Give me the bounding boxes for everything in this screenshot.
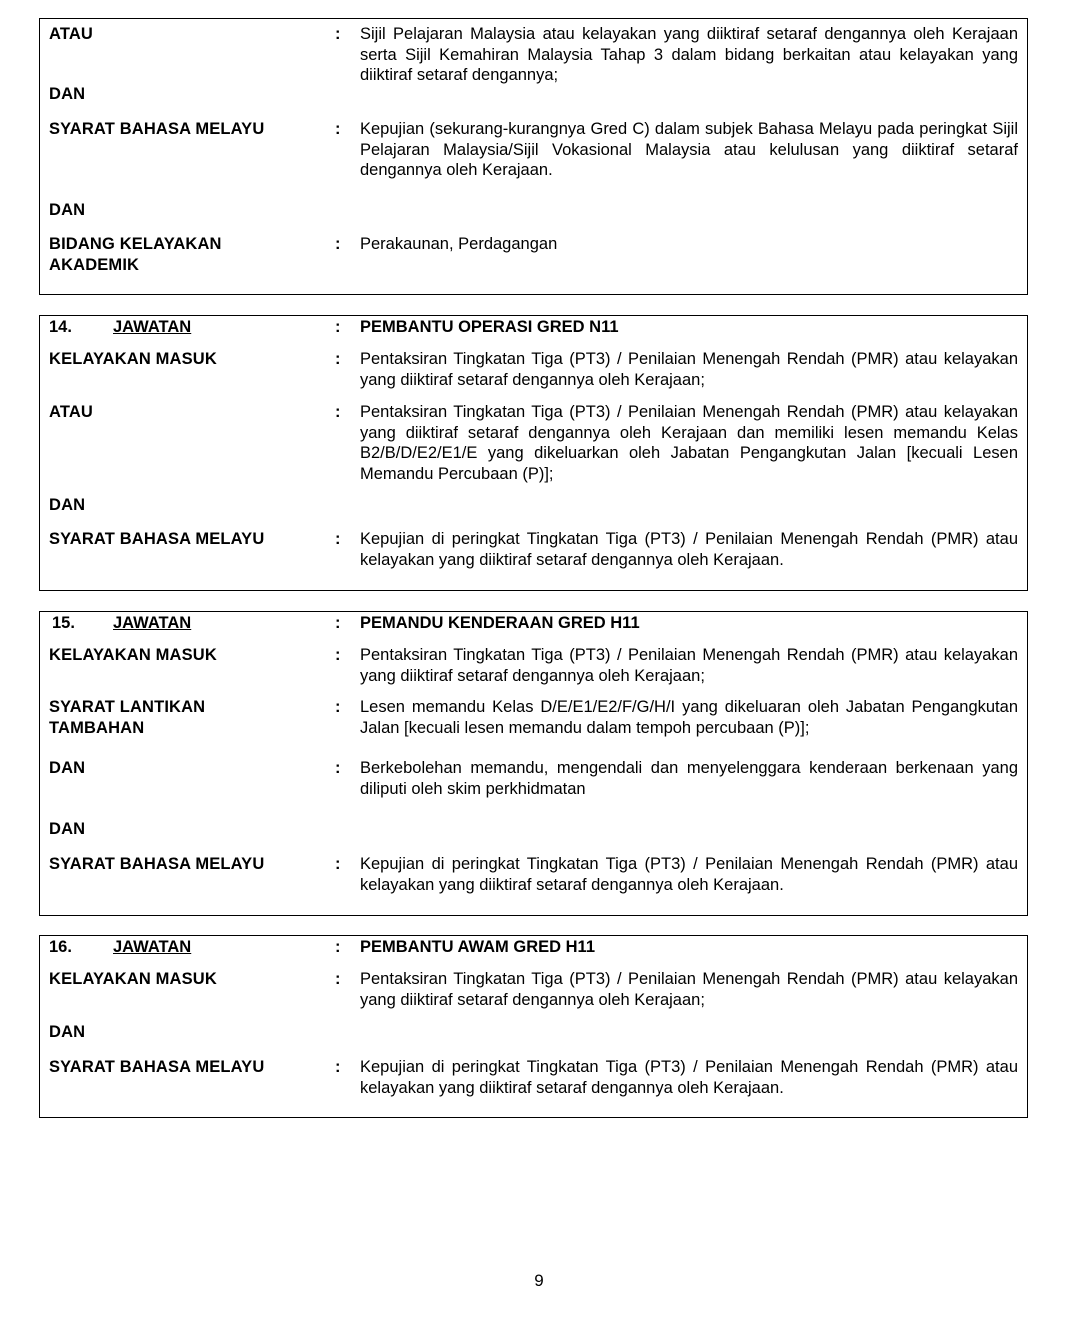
jawatan-label: JAWATAN — [113, 938, 192, 956]
position-title: PEMBANTU AWAM GRED H11 — [360, 938, 595, 956]
requirement-label: BIDANG KELAYAKAN AKADEMIK — [49, 235, 222, 274]
requirement-label: DAN — [49, 85, 86, 103]
requirement-value: Pentaksiran Tingkatan Tiga (PT3) / Penilaian Menengah Rendah (PMR) atau kelayakan yang diiktiraf setaraf dengannya oleh Kerajaan; — [360, 646, 1018, 685]
colon: : — [335, 403, 341, 421]
section-continuation-box — [39, 18, 1028, 295]
colon: : — [335, 318, 341, 336]
requirement-value: Kepujian di peringkat Tingkatan Tiga (PT3) / Penilaian Menengah Rendah (PMR) atau kelayakan yang diiktiraf setaraf dengannya oleh Kerajaan. — [360, 855, 1018, 894]
colon: : — [335, 970, 341, 988]
requirement-label: ATAU — [49, 25, 93, 43]
requirement-label: KELAYAKAN MASUK — [49, 646, 217, 664]
requirement-value: Lesen memandu Kelas D/E/E1/E2/F/G/H/I yang dikeluaran oleh Jabatan Pengangkutan Jalan [kecuali lesen memandu dalam tempoh percubaan (P)]; — [360, 698, 1018, 737]
requirement-label: DAN — [49, 759, 86, 777]
position-title: PEMBANTU OPERASI GRED N11 — [360, 318, 619, 336]
requirement-value: Pentaksiran Tingkatan Tiga (PT3) / Penilaian Menengah Rendah (PMR) atau kelayakan yang diiktiraf setaraf dengannya oleh Kerajaan; — [360, 970, 1018, 1009]
requirement-label: ATAU — [49, 403, 93, 421]
colon: : — [335, 1058, 341, 1076]
requirement-value: Kepujian di peringkat Tingkatan Tiga (PT3) / Penilaian Menengah Rendah (PMR) atau kelayakan yang diiktiraf setaraf dengannya oleh Kerajaan. — [360, 530, 1018, 569]
position-title: PEMANDU KENDERAAN GRED H11 — [360, 614, 640, 632]
colon: : — [335, 120, 341, 138]
colon: : — [335, 350, 341, 368]
section-number: 14. — [49, 318, 72, 336]
section-14-box — [39, 315, 1028, 591]
requirement-label: DAN — [49, 496, 86, 514]
colon: : — [335, 530, 341, 548]
section-number: 16. — [49, 938, 72, 956]
requirement-label: SYARAT BAHASA MELAYU — [49, 855, 265, 873]
colon: : — [335, 25, 341, 43]
requirement-label: SYARAT BAHASA MELAYU — [49, 1058, 265, 1076]
colon: : — [335, 646, 341, 664]
requirement-value: Pentaksiran Tingkatan Tiga (PT3) / Penilaian Menengah Rendah (PMR) atau kelayakan yang diiktiraf setaraf dengannya oleh Kerajaan dan memiliki lesen memandu Kelas B2/B/D/E2/E1/E yang dikeluarkan oleh Jabatan Pengangkutan Jalan [kecuali Lesen Memandu Percubaan (P)]; — [360, 403, 1018, 483]
requirement-label: DAN — [49, 1023, 86, 1041]
jawatan-label: JAWATAN — [113, 614, 192, 632]
colon: : — [335, 938, 341, 956]
colon: : — [335, 235, 341, 253]
colon: : — [335, 855, 341, 873]
requirement-label: SYARAT LANTIKAN TAMBAHAN — [49, 698, 206, 737]
section-16-box — [39, 935, 1028, 1118]
colon: : — [335, 698, 341, 716]
requirement-value: Sijil Pelajaran Malaysia atau kelayakan yang diiktiraf setaraf dengannya oleh Kerajaan serta Sijil Kemahiran Malaysia Tahap 3 dalam bidang berkaitan atau kelayakan yang diiktiraf setaraf dengannya; — [360, 25, 1018, 84]
colon: : — [335, 614, 341, 632]
requirement-label: DAN — [49, 820, 86, 838]
requirement-label: SYARAT BAHASA MELAYU — [49, 120, 265, 138]
colon: : — [335, 759, 341, 777]
jawatan-label: JAWATAN — [113, 318, 192, 336]
requirement-value: Kepujian (sekurang-kurangnya Gred C) dalam subjek Bahasa Melayu pada peringkat Sijil Pelajaran Malaysia/Sijil Vokasional Malaysia atau kelulusan yang diiktiraf setaraf dengannya oleh Kerajaan. — [360, 120, 1018, 179]
requirement-label: DAN — [49, 201, 86, 219]
section-15-box — [39, 611, 1028, 916]
requirement-value: Berkebolehan memandu, mengendali dan menyelenggara kenderaan berkenaan yang diliputi oleh skim perkhidmatan — [360, 759, 1018, 798]
section-number: 15. — [52, 614, 75, 632]
requirement-label: KELAYAKAN MASUK — [49, 350, 217, 368]
requirement-value: Kepujian di peringkat Tingkatan Tiga (PT3) / Penilaian Menengah Rendah (PMR) atau kelayakan yang diiktiraf setaraf dengannya oleh Kerajaan. — [360, 1058, 1018, 1097]
requirement-label: SYARAT BAHASA MELAYU — [49, 530, 265, 548]
requirement-label: KELAYAKAN MASUK — [49, 970, 217, 988]
page-number: 9 — [534, 1271, 544, 1290]
requirement-value: Pentaksiran Tingkatan Tiga (PT3) / Penilaian Menengah Rendah (PMR) atau kelayakan yang diiktiraf setaraf dengannya oleh Kerajaan; — [360, 350, 1018, 389]
requirement-value: Perakaunan, Perdagangan — [360, 235, 558, 253]
